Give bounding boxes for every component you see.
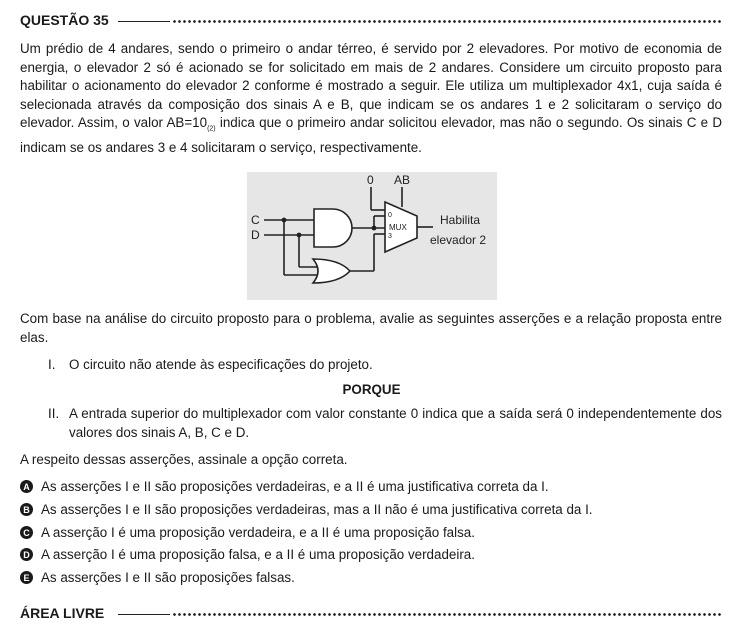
- assertion-2-number: II.: [48, 406, 60, 421]
- option-b-text: As asserções I e II são proposições verdadeiras, mas a II não é uma justificativa correta da I.: [41, 502, 593, 517]
- assertion-1-number: I.: [48, 357, 56, 372]
- free-area-title: ÁREA LIVRE: [20, 605, 105, 621]
- and-gate: [314, 209, 352, 247]
- option-d-text: A asserção I é uma proposição falsa, e a II é uma proposição verdadeira.: [41, 547, 475, 562]
- question-prompt: A respeito dessas asserções, assinale a opção correta.: [20, 452, 348, 467]
- header-divider: [118, 19, 722, 25]
- assertion-1-text: O circuito não atende às especificações do projeto.: [69, 357, 373, 372]
- footer-divider: [118, 612, 722, 618]
- mux-label: MUX: [389, 223, 407, 232]
- free-area-footer: [20, 603, 722, 625]
- intro-text-1: Um prédio de 4 andares, sendo o primeiro o andar térreo, é servido por 2 elevadores. Por motivo de economia de energia, o elevador 2 só é acionado se for solicitado em mais de 2 andares. Considere um circuito proposto para habilitar o acionamento do elevador 2 conforme é mostrado a seguir. Ele utiliza um multiplexador 4x1, cuja saída é selecionada através da composição dos sinais A e B, que indicam se os andares 1 e 2 solicitaram o serviço do elevador. Assim, o valor AB=10: [20, 41, 722, 130]
- intro-subscript: (2): [207, 125, 216, 133]
- mux-input-0: 0: [388, 212, 392, 219]
- option-e[interactable]: [20, 570, 295, 585]
- label-d: D: [251, 228, 260, 242]
- option-d-badge: D: [20, 548, 33, 561]
- question-header: [20, 10, 722, 32]
- output-label-2: elevador 2: [430, 233, 487, 247]
- option-c[interactable]: [20, 525, 475, 540]
- analysis-prompt: Com base na análise do circuito proposto para o problema, avalie as seguintes asserções e a relação proposta entre elas.: [20, 311, 722, 345]
- label-c: C: [251, 213, 260, 227]
- option-a-badge: A: [20, 480, 33, 493]
- option-c-text: A asserção I é uma proposição verdadeira, e a II é uma proposição falsa.: [41, 525, 475, 540]
- label-ab: AB: [394, 173, 411, 187]
- option-b[interactable]: [20, 502, 593, 517]
- option-c-badge: C: [20, 526, 33, 539]
- option-a[interactable]: [20, 479, 549, 494]
- output-label-1: Habilita: [440, 213, 481, 227]
- circuit-diagram: [247, 172, 497, 300]
- option-a-text: As asserções I e II são proposições verdadeiras, e a II é uma justificativa correta da I.: [41, 479, 549, 494]
- option-e-text: As asserções I e II são proposições falsas.: [41, 570, 295, 585]
- assertion-2: [48, 405, 722, 442]
- option-e-badge: E: [20, 571, 33, 584]
- assertion-1: [48, 356, 373, 375]
- intro-text-2: indica que o primeiro andar solicitou elevador, mas não o segundo. Os sinais C e D indicam se os andares 3 e 4 solicitaram o serviço, respectivamente.: [20, 115, 722, 156]
- mux-input-3: 3: [388, 233, 392, 240]
- option-b-badge: B: [20, 503, 33, 516]
- porque-label: PORQUE: [342, 382, 401, 397]
- option-d[interactable]: [20, 547, 475, 562]
- assertion-2-text: A entrada superior do multiplexador com valor constante 0 indica que a saída será 0 independentemente dos valores dos sinais A, B, C e D.: [69, 406, 722, 440]
- question-title: QUESTÃO 35: [20, 12, 109, 28]
- label-zero: 0: [367, 173, 374, 187]
- intro-paragraph: [20, 40, 722, 158]
- or-gate: [313, 259, 350, 283]
